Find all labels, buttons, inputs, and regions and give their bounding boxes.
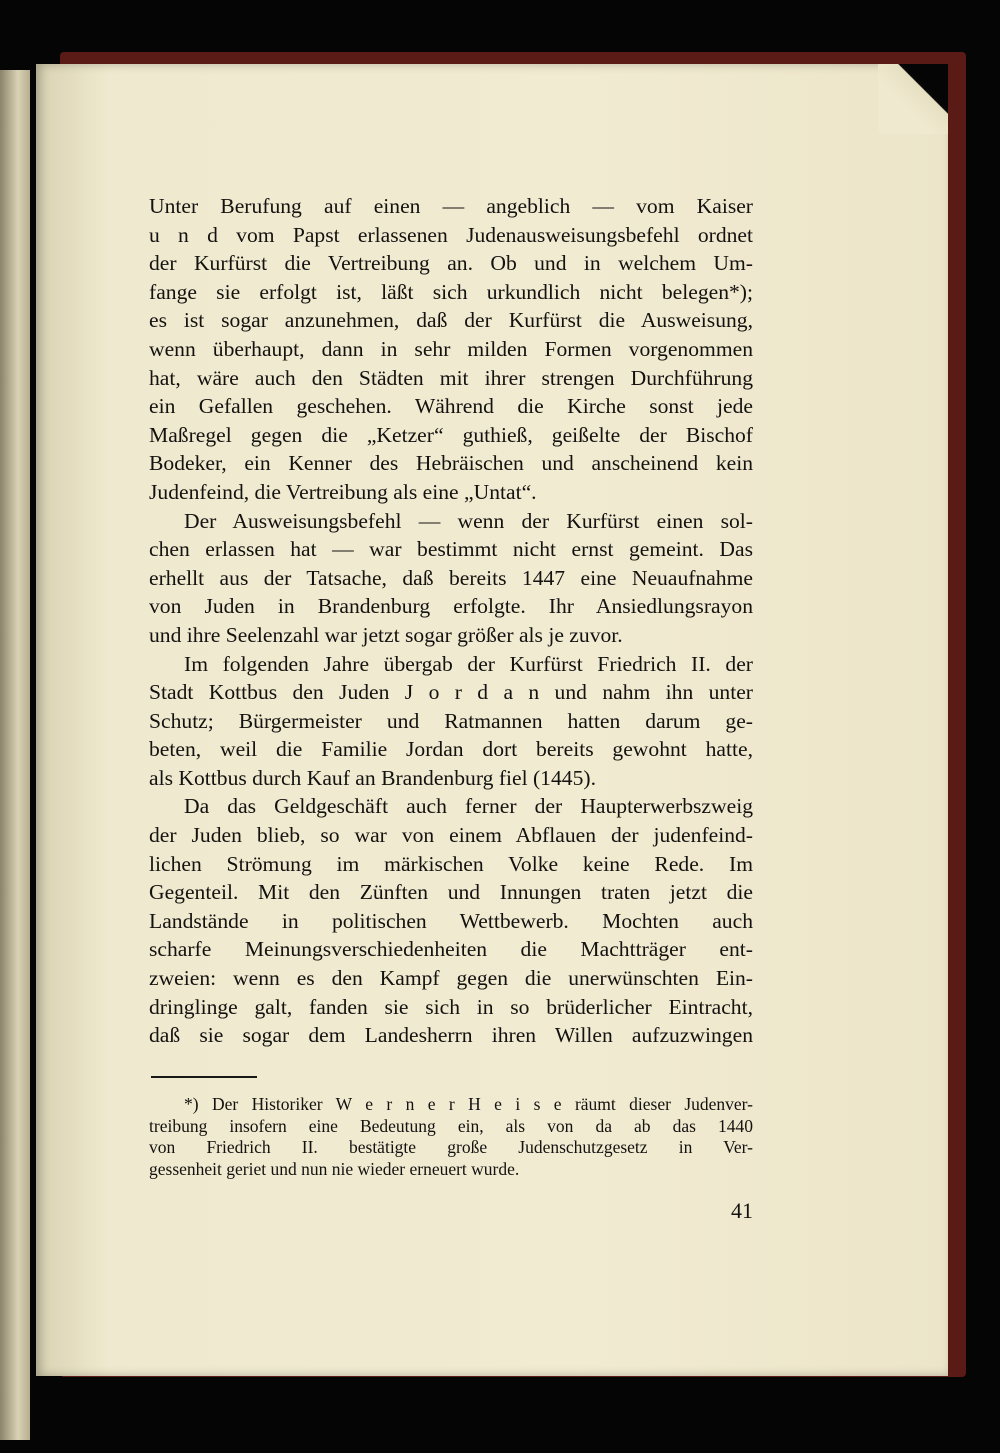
text-line: u n d vom Papst erlassenen Judenausweisungsbefehl ordnet bbox=[149, 222, 753, 247]
main-text bbox=[149, 192, 753, 1050]
text-line: wenn überhaupt, dann in sehr milden Formen vorgenommen bbox=[149, 336, 753, 361]
text-line: Unter Berufung auf einen — angeblich — vom Kaiser bbox=[149, 194, 753, 218]
text-line: von Juden in Brandenburg erfolgte. Ihr Ansiedlungsrayon bbox=[149, 594, 753, 619]
text-line: Maßregel gegen die „Ketzer“ guthieß, geißelte der Bischof bbox=[149, 422, 753, 447]
footnote-line: *) Der Historiker W e r n e r H e i s e räumt dieser Judenver- bbox=[184, 1094, 753, 1114]
text-line: der Kurfürst die Vertreibung an. Ob und in welchem Um- bbox=[149, 251, 753, 276]
text-line: beten, weil die Familie Jordan dort bereits gewohnt hatte, bbox=[149, 737, 753, 762]
text-line: Der Ausweisungsbefehl — wenn der Kurfürst einen sol- bbox=[184, 508, 753, 533]
footnote bbox=[149, 1094, 753, 1180]
text-line: dringlinge galt, fanden sie sich in so brüderlicher Eintracht, bbox=[149, 994, 753, 1019]
text-line: Schutz; Bürgermeister und Ratmannen hatten darum ge- bbox=[149, 708, 753, 733]
text-line: als Kottbus durch Kauf an Brandenburg fiel (1445). bbox=[149, 765, 596, 790]
text-line: lichen Strömung im märkischen Volke keine Rede. Im bbox=[149, 851, 753, 876]
paragraph-2 bbox=[149, 507, 753, 650]
page-corner bbox=[878, 64, 948, 134]
facing-page-edge bbox=[0, 70, 30, 1440]
text-line: es ist sogar anzunehmen, daß der Kurfürst die Ausweisung, bbox=[149, 308, 753, 333]
text-line: scharfe Meinungsverschiedenheiten die Machtträger ent- bbox=[149, 937, 753, 962]
footnote-divider bbox=[151, 1076, 257, 1078]
text-line: Gegenteil. Mit den Zünften und Innungen traten jetzt die bbox=[149, 880, 753, 905]
footnote-line: von Friedrich II. bestätigte große Judenschutzgesetz in Ver- bbox=[149, 1137, 753, 1157]
text-line: daß sie sogar dem Landesherrn ihren Willen aufzuzwingen bbox=[149, 1023, 753, 1048]
book-page bbox=[36, 64, 948, 1376]
footnote-line: treibung insofern eine Bedeutung ein, als von da ab das 1440 bbox=[149, 1115, 753, 1136]
text-line: erhellt aus der Tatsache, daß bereits 1447 eine Neuaufnahme bbox=[149, 565, 753, 590]
page-number: 41 bbox=[731, 1198, 753, 1223]
paragraph-4 bbox=[149, 792, 753, 1049]
text-line: Da das Geldgeschäft auch ferner der Haupterwerbszweig bbox=[184, 794, 753, 819]
text-line: Im folgenden Jahre übergab der Kurfürst Friedrich II. der bbox=[184, 651, 753, 676]
text-line: fange sie erfolgt ist, läßt sich urkundlich nicht belegen*); bbox=[149, 279, 753, 304]
paragraph-1 bbox=[149, 192, 753, 507]
text-line: Stadt Kottbus den Juden J o r d a n und nahm ihn unter bbox=[149, 680, 753, 705]
text-line: der Juden blieb, so war von einem Abflauen der judenfeind- bbox=[149, 823, 753, 848]
text-line: und ihre Seelenzahl war jetzt sogar größer als je zuvor. bbox=[149, 622, 623, 647]
text-line: Bodeker, ein Kenner des Hebräischen und anscheinend kein bbox=[149, 451, 753, 476]
text-line: hat, wäre auch den Städten mit ihrer strengen Durchführung bbox=[149, 365, 753, 390]
text-line: ein Gefallen geschehen. Während die Kirche sonst jede bbox=[149, 394, 753, 419]
text-line: zweien: wenn es den Kampf gegen die unerwünschten Ein- bbox=[149, 966, 753, 991]
text-line: Landstände in politischen Wettbewerb. Mochten auch bbox=[149, 908, 753, 933]
paragraph-3 bbox=[149, 650, 753, 793]
text-line: chen erlassen hat — war bestimmt nicht ernst gemeint. Das bbox=[149, 537, 753, 562]
text-line: Judenfeind, die Vertreibung als eine „Untat“. bbox=[149, 479, 537, 504]
footnote-line: gessenheit geriet und nun nie wieder erneuert wurde. bbox=[149, 1158, 520, 1179]
